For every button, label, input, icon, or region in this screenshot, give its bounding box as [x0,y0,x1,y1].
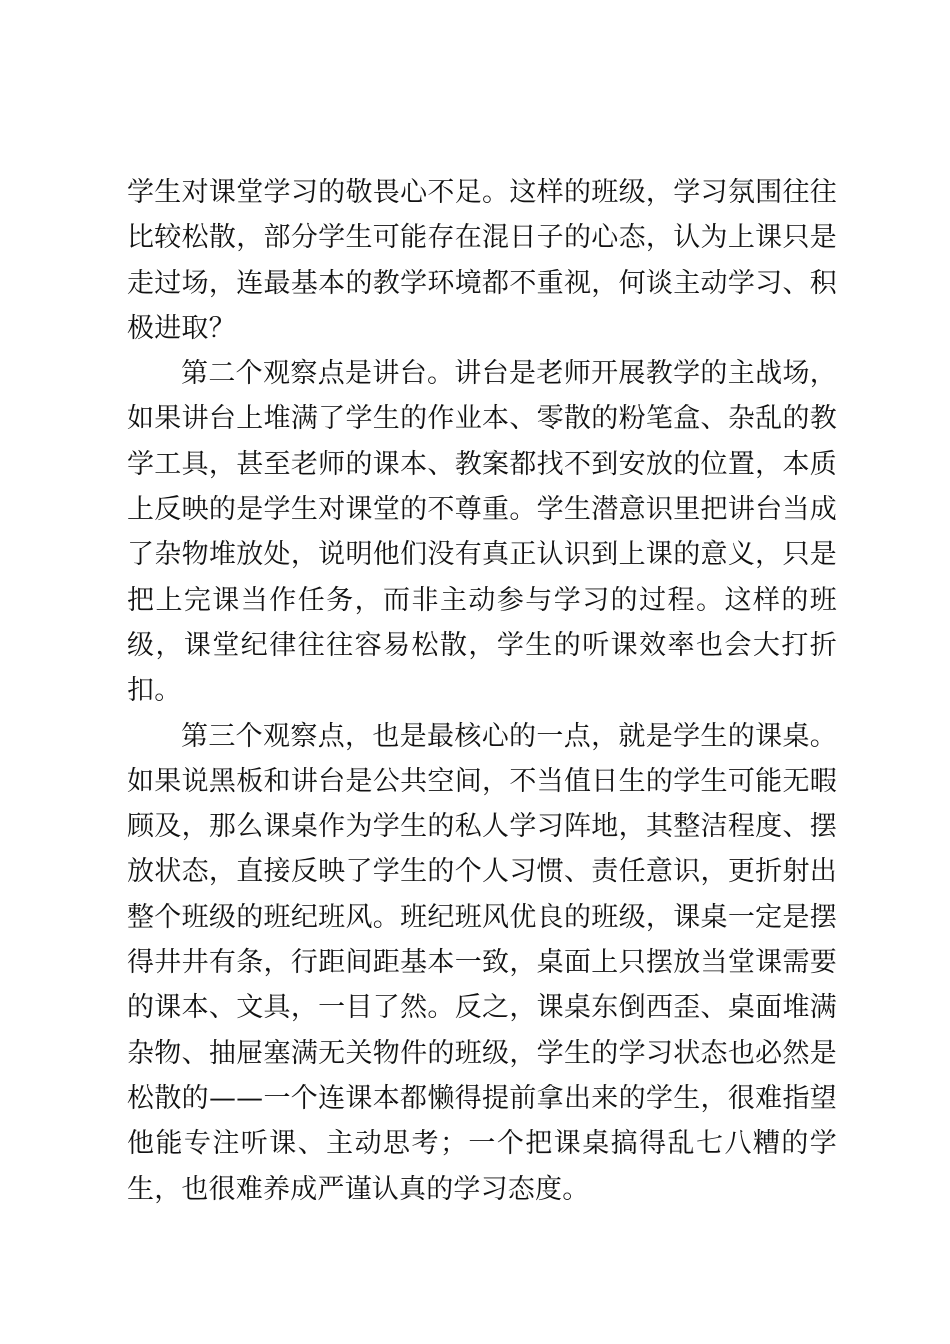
paragraph-lectern: 第二个观察点是讲台。讲台是老师开展教学的主战场，如果讲台上堆满了学生的作业本、零散的粉笔盒、杂乱的教学工具，甚至老师的课本、教案都找不到安放的位置，本质上反映的是学生对课堂的不尊重。学生潜意识里把讲台当成了杂物堆放处，说明他们没有真正认识到上课的意义，只是把上完课当作任务，而非主动参与学习的过程。这样的班级，课堂纪律往往容易松散，学生的听课效率也会大打折扣。 [127,358,837,707]
paragraph-desks: 第三个观察点，也是最核心的一点，就是学生的课桌。如果说黑板和讲台是公共空间，不当值日生的学生可能无暇顾及，那么课桌作为学生的私人学习阵地，其整洁程度、摆放状态，直接反映了学生的个人习惯、责任意识，更折射出整个班级的班纪班风。班纪班风优良的班级，课桌一定是摆得井井有条，行距间距基本一致，桌面上只摆放当堂课需要的课本、文具，一目了然。反之，课桌东倒西歪、桌面堆满杂物、抽屉塞满无关物件的班级，学生的学习状态也必然是松散的——一个连课本都懒得提前拿出来的学生，很难指望他能专注听课、主动思考；一个把课桌搞得乱七八糟的学生，也很难养成严谨认真的学习态度。 [127,720,837,1205]
paragraph-continuation: 学生对课堂学习的敬畏心不足。这样的班级，学习氛围往往比较松散，部分学生可能存在混日子的心态，认为上课只是走过场，连最基本的教学环境都不重视，何谈主动学习、积极进取？ [127,177,837,344]
document-body [127,170,837,1212]
